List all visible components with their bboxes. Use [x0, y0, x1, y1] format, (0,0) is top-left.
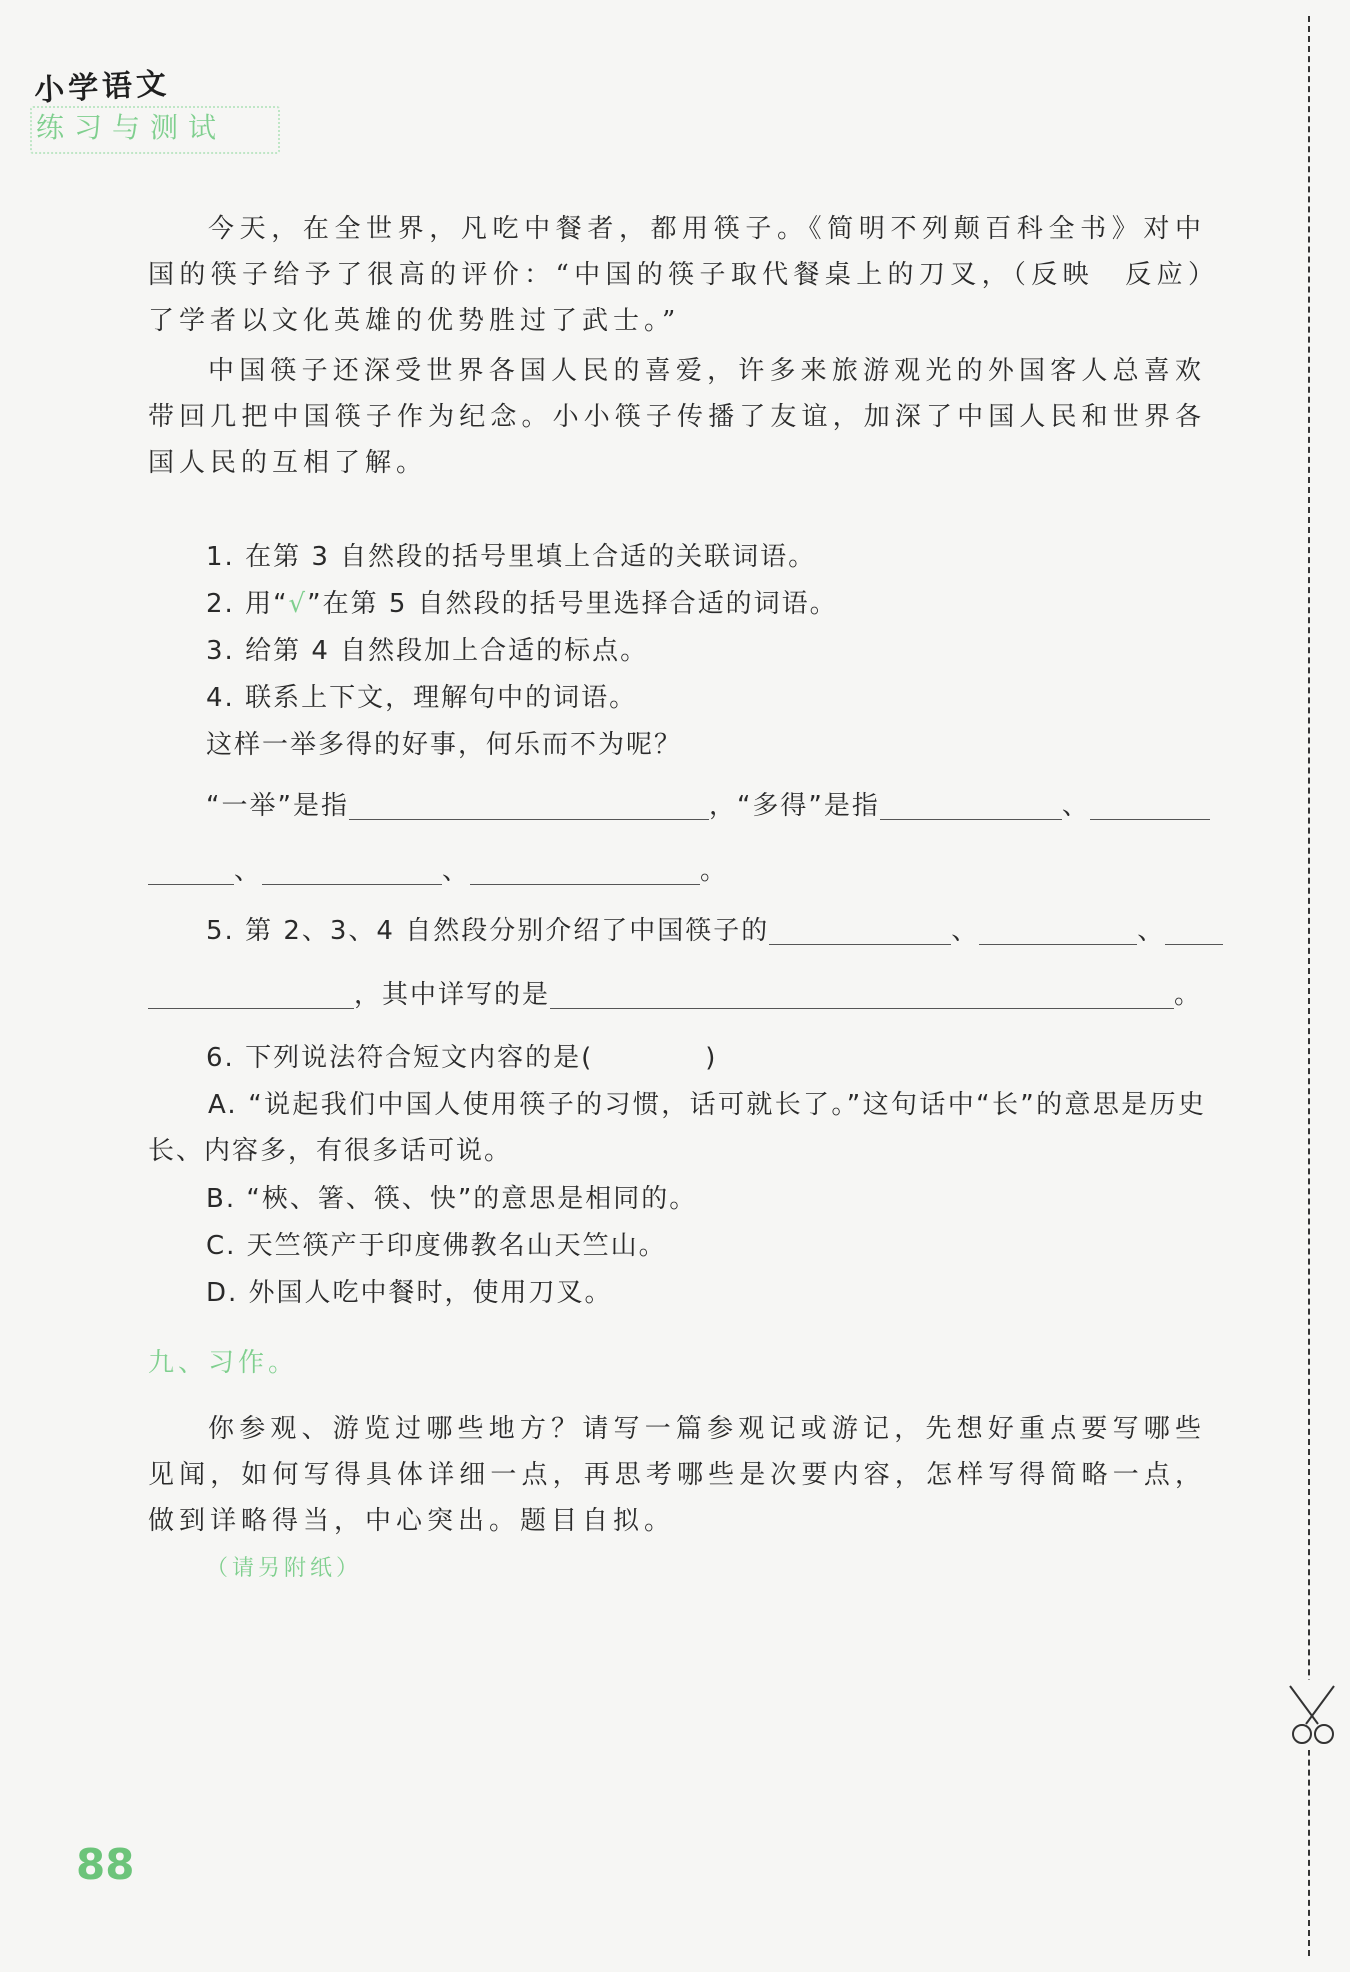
question-2-text-before: 2. 用“ — [206, 589, 289, 619]
answer-blank[interactable] — [349, 791, 709, 820]
cut-line — [1308, 16, 1310, 1956]
answer-blank[interactable] — [769, 916, 951, 945]
separator: 、 — [234, 856, 263, 886]
answer-blank[interactable] — [880, 791, 1062, 820]
end-period: 。 — [1174, 980, 1203, 1010]
question-6-option-a: A. “说起我们中国人使用筷子的习惯，话可就长了。”这句话中“长”的意思是历史长、内容多，有很多话可说。 — [148, 1090, 1206, 1166]
question-4-sentence: 这样一举多得的好事，何乐而不为呢？ — [206, 730, 683, 760]
answer-blank[interactable] — [1165, 916, 1223, 945]
question-5-detail-label: ，其中详写的是 — [354, 980, 551, 1010]
separator: 、 — [951, 916, 980, 946]
book-subtitle-box — [30, 106, 280, 154]
answer-blank[interactable] — [470, 856, 700, 885]
answer-blank[interactable] — [550, 980, 1174, 1009]
section-9-note: （请另附纸） — [206, 1556, 363, 1581]
passage-paragraph-2: 中国筷子还深受世界各国人民的喜爱，许多来旅游观光的外国客人总喜欢带回几把中国筷子作为纪念。小小筷子传播了友谊，加深了中国人民和世界各国人民的互相了解。 — [148, 356, 1206, 478]
separator: 、 — [1137, 916, 1166, 946]
question-6-option-c: C. 天竺筷产于印度佛教名山天竺山。 — [206, 1231, 667, 1261]
question-5 — [206, 908, 1223, 954]
question-6-option-b: B. “梜、箸、筷、快”的意思是相同的。 — [206, 1184, 698, 1214]
question-4-blank-row-2 — [148, 848, 728, 894]
section-9-prompt: 你参观、游览过哪些地方？请写一篇参观记或游记，先想好重点要写哪些见闻，如何写得具体详细一点，再思考哪些是次要内容，怎样写得简略一点，做到详略得当，中心突出。题目自拟。 — [148, 1414, 1206, 1536]
question-3: 3. 给第 4 自然段加上合适的标点。 — [206, 636, 649, 666]
book-subtitle: 练习与测试 — [36, 111, 227, 144]
yiju-label: “一举”是指 — [206, 791, 349, 821]
separator: 、 — [442, 856, 471, 886]
scissors-icon — [1282, 1680, 1342, 1750]
checkmark-icon: √ — [288, 589, 308, 619]
page-number: 88 — [76, 1840, 135, 1889]
question-6-option-d: D. 外国人吃中餐时，使用刀叉。 — [206, 1278, 613, 1308]
passage-paragraph-1: 今天，在全世界，凡吃中餐者，都用筷子。《简明不列颠百科全书》对中国的筷子给予了很高的评价：“中国的筷子取代餐桌上的刀叉，（反映 反应）了学者以文化英雄的优势胜过了武士。” — [148, 214, 1206, 336]
answer-blank[interactable] — [148, 980, 354, 1009]
question-4: 4. 联系上下文，理解句中的词语。 — [206, 683, 638, 713]
section-9-heading: 九、习作。 — [148, 1348, 299, 1378]
answer-blank[interactable] — [262, 856, 442, 885]
book-title: 小学语文 — [33, 66, 172, 109]
question-5-text: 5. 第 2、3、4 自然段分别介绍了中国筷子的 — [206, 916, 770, 946]
end-period: 。 — [700, 856, 729, 886]
separator: 、 — [1061, 791, 1090, 821]
answer-blank[interactable] — [979, 916, 1137, 945]
answer-blank[interactable] — [1090, 791, 1210, 820]
question-6: 6. 下列说法符合短文内容的是( ) — [206, 1043, 718, 1073]
question-2 — [206, 581, 838, 627]
question-1: 1. 在第 3 自然段的括号里填上合适的关联词语。 — [206, 542, 817, 572]
question-5-row-2 — [148, 972, 1202, 1018]
question-2-text-after: ”在第 5 自然段的括号里选择合适的词语。 — [307, 589, 838, 619]
duode-label: ，“多得”是指 — [708, 791, 880, 821]
answer-blank[interactable] — [148, 856, 234, 885]
question-4-blank-row-1 — [206, 783, 1210, 829]
